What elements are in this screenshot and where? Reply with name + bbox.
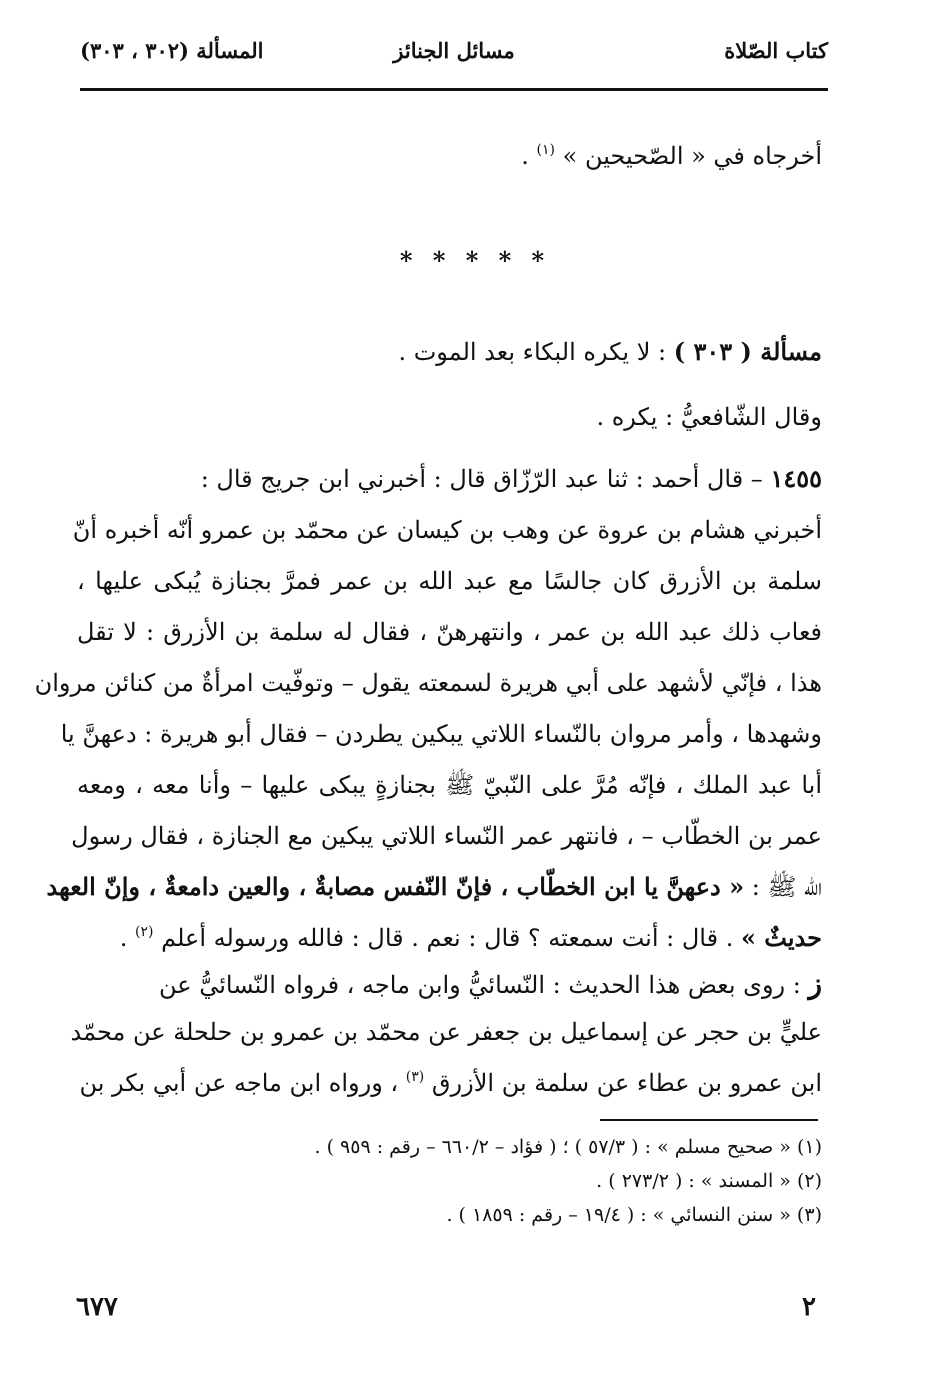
header-rule — [80, 88, 828, 91]
commentary-line-1: ز : روى بعض هذا الحديث : النّسائيُّ وابن ماجه ، فرواه النّسائيُّ عن — [159, 967, 822, 1000]
intro-line: أخرجاه في « الصّحيحين » $^{(١)}$ . — [521, 142, 822, 170]
commentary-line-3: ابن عمرو بن عطاء عن سلمة بن الأزرق $^{(٣)}$ ، ورواه ابن ماجه عن أبي بكر بن — [79, 1069, 822, 1097]
hadith-line-3: سلمة بن الأزرق كان جالسًا مع عبد الله بن عمر فمرَّ بجنازة يُبكى عليها ، — [77, 567, 822, 595]
shafii-statement: وقال الشّافعيُّ : يكره . — [596, 403, 822, 431]
hadith-line-9: الله ﷺ : « دعهنَّ يا ابن الخطّاب ، فإنّ النّفس مصابةٌ ، والعين دامعةٌ ، وإنّ العهد — [46, 872, 822, 901]
footnote-1: (١) « صحيح مسلم » : ( ٥٧/٣ ) ؛ ( فؤاد – ٦٦٠/٢ – رقم : ٩٥٩ ) . — [314, 1136, 822, 1158]
running-header — [80, 38, 828, 74]
hadith-number: ١٤٥٥ — [770, 464, 822, 493]
footnote-ref-1: (١) — [536, 142, 555, 158]
footnote-3: (٣) « سنن النسائي » : ( ١٩/٤ – رقم : ١٨٥٩ ) . — [446, 1204, 822, 1226]
hadith-line-8: عمر بن الخطّاب – ، فانتهر عمر النّساء اللاتي يبكين مع الجنازة ، فقال رسول — [71, 822, 822, 850]
footnote-ref-3: (٣) — [405, 1069, 425, 1085]
header-issue-numbers: المسألة (٣٠٢ ، ٣٠٣) — [80, 38, 264, 63]
hadith-line-5: هذا ، فإنّي لأشهد على أبي هريرة لسمعته يقول – وتوفّيت امرأةٌ من كنائن مروان — [34, 669, 822, 697]
volume-number: ٢ — [802, 1292, 816, 1322]
header-chapter-title: مسائل الجنائز — [393, 38, 515, 63]
issue-heading: مسألة ( ٣٠٣ ) : لا يكره البكاء بعد الموت . — [398, 337, 822, 366]
footnote-2: (٢) « المسند » : ( ٢٧٣/٢ ) . — [596, 1170, 822, 1192]
section-separator: * * * * * — [399, 246, 551, 275]
hadith-line-6: وشهدها ، وأمر مروان بالنّساء اللاتي يبكين يطردن – فقال أبو هريرة : دعهنَّ يا — [60, 720, 822, 748]
footnote-rule — [600, 1119, 818, 1121]
hadith-line-10: حديثٌ » . قال : أنت سمعته ؟ قال : نعم . قال : فالله ورسوله أعلم $^{(٢)}$ . — [119, 923, 822, 952]
prophet-quote: « دعهنَّ يا ابن الخطّاب ، فإنّ النّفس مصابةٌ ، والعين دامعةٌ ، وإنّ العهد — [46, 872, 745, 901]
commentary-mark: ز — [808, 967, 822, 1000]
hadith-line-7: أبا عبد الملك ، فإنّه مُرَّ على النّبيّ ﷺ بجنازةٍ يبكى عليها – وأنا معه ، ومعه — [77, 771, 822, 799]
hadith-line-4: فعاب ذلك عبد الله بن عمر ، وانتهرهنّ ، فقال له سلمة بن الأزرق : لا تقل — [77, 618, 822, 646]
page-number: ٦٧٧ — [76, 1292, 118, 1322]
footnotes — [315, 1136, 823, 1238]
hadith-line-1: ١٤٥٥ – قال أحمد : ثنا عبد الرّزّاق قال : أخبرني ابن جريج قال : — [200, 464, 822, 493]
issue-label: مسألة ( ٣٠٣ ) — [673, 337, 822, 366]
hadith-line-2: أخبرني هشام بن عروة عن وهب بن كيسان عن محمّد بن عمرو أنّه أخبره أنّ — [72, 516, 822, 544]
header-book-title: كتاب الصّلاة — [724, 38, 828, 63]
footnote-ref-2: (٢) — [134, 924, 154, 940]
commentary-line-2: عليٍّ بن حجر عن إسماعيل بن جعفر عن محمّد بن عمرو بن حلحلة عن محمّد — [70, 1018, 822, 1046]
